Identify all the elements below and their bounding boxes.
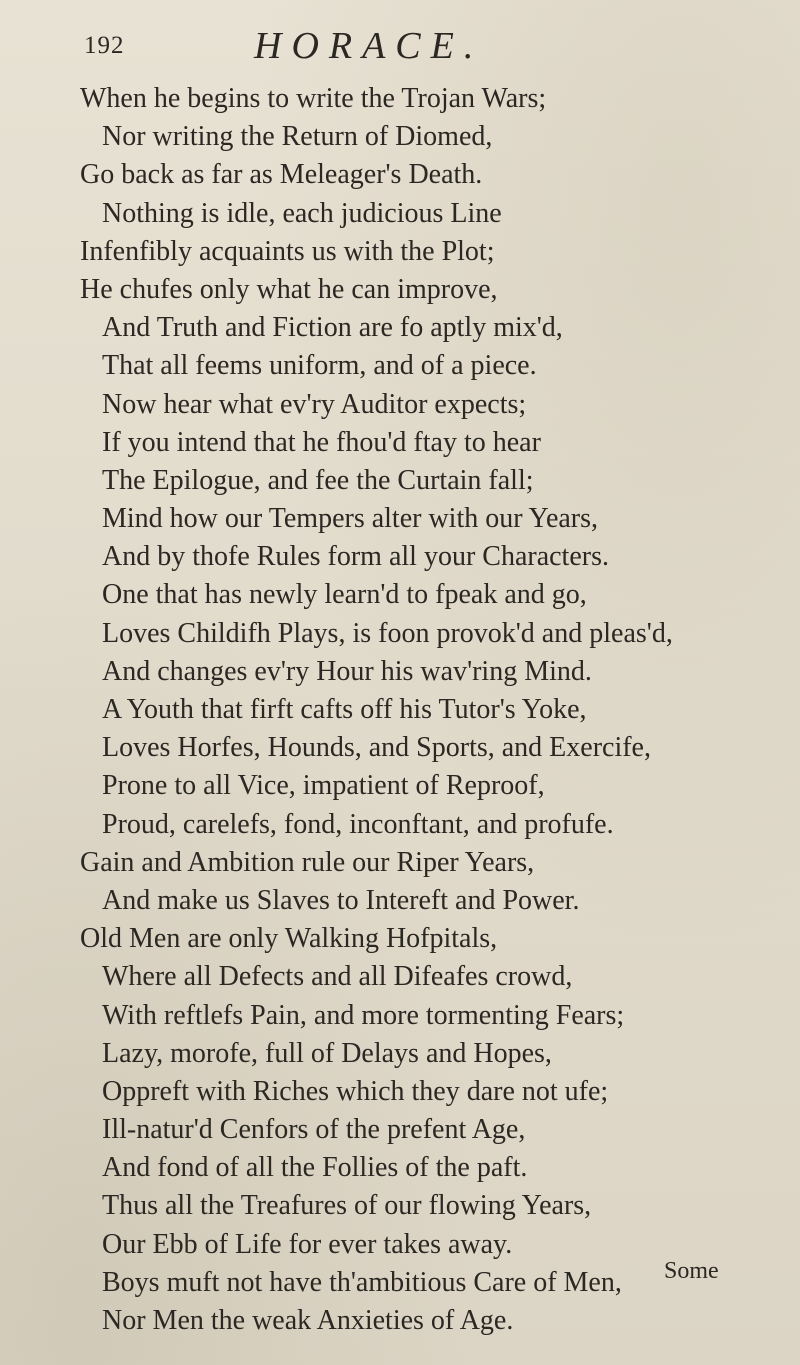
verse-line: Where all Defects and all Difeafes crowd,	[102, 961, 573, 993]
verse-line: Old Men are only Walking Hofpitals,	[80, 923, 498, 955]
verse-line: A Youth that firft cafts off his Tutor's Yoke,	[102, 694, 587, 725]
catchword: Some	[664, 1258, 719, 1284]
verse-line: Nor writing the Return of Diomed,	[102, 121, 493, 153]
verse-line: Prone to all Vice, impatient of Reproof,	[102, 770, 545, 802]
verse-line: Infenfibly acquaints us with the Plot;	[80, 235, 495, 267]
verse-line: Gain and Ambition rule our Riper Years,	[80, 846, 535, 878]
verse-line: Mind how our Tempers alter with our Years,	[102, 503, 599, 535]
verse-line: Nor Men the weak Anxieties of Age.	[102, 1305, 514, 1336]
verse-line: Loves Childifh Plays, is foon provok'd and pleas'd,	[102, 617, 673, 649]
verse-line: And Truth and Fiction are fo aptly mix'd,	[102, 312, 563, 344]
verse-line: Ill-natur'd Cenfors of the prefent Age,	[102, 1114, 526, 1146]
verse-line: If you intend that he fhou'd ftay to hear	[102, 426, 541, 458]
verse-text	[80, 80, 780, 1340]
verse-line: The Epilogue, and fee the Curtain fall;	[102, 464, 534, 496]
verse-line: Nothing is idle, each judicious Line	[102, 197, 502, 229]
verse-line: Our Ebb of Life for ever takes away.	[102, 1228, 513, 1260]
page-number: 192	[84, 32, 125, 59]
verse-line: Now hear what ev'ry Auditor expects;	[102, 388, 527, 420]
verse-line: Boys muft not have th'ambitious Care of Men,	[102, 1266, 622, 1298]
verse-line: Thus all the Treafures of our flowing Years,	[102, 1190, 592, 1222]
verse-line: And by thofe Rules form all your Characters.	[102, 541, 609, 573]
verse-line: That all feems uniform, and of a piece.	[102, 350, 537, 382]
verse-line: Lazy, morofe, full of Delays and Hopes,	[102, 1037, 552, 1069]
verse-line: Oppreft with Riches which they dare not ufe;	[102, 1075, 609, 1107]
verse-line: He chufes only what he can improve,	[80, 273, 498, 305]
running-head: HORACE.	[254, 25, 484, 67]
verse-line: Go back as far as Meleager's Death.	[80, 159, 483, 191]
verse-line: With reftlefs Pain, and more tormenting Fears;	[102, 999, 625, 1031]
verse-line: Proud, carelefs, fond, inconftant, and profufe.	[102, 808, 614, 840]
page-header	[84, 24, 704, 74]
verse-line: When he begins to write the Trojan Wars;	[80, 83, 547, 114]
verse-line: Loves Horfes, Hounds, and Sports, and Exercife,	[102, 732, 651, 764]
verse-line: And fond of all the Follies of the paft.	[102, 1152, 528, 1184]
verse-line: One that has newly learn'd to fpeak and go,	[102, 579, 587, 611]
verse-line: And make us Slaves to Intereft and Power.	[102, 884, 580, 916]
verse-line: And changes ev'ry Hour his wav'ring Mind.	[102, 655, 592, 687]
